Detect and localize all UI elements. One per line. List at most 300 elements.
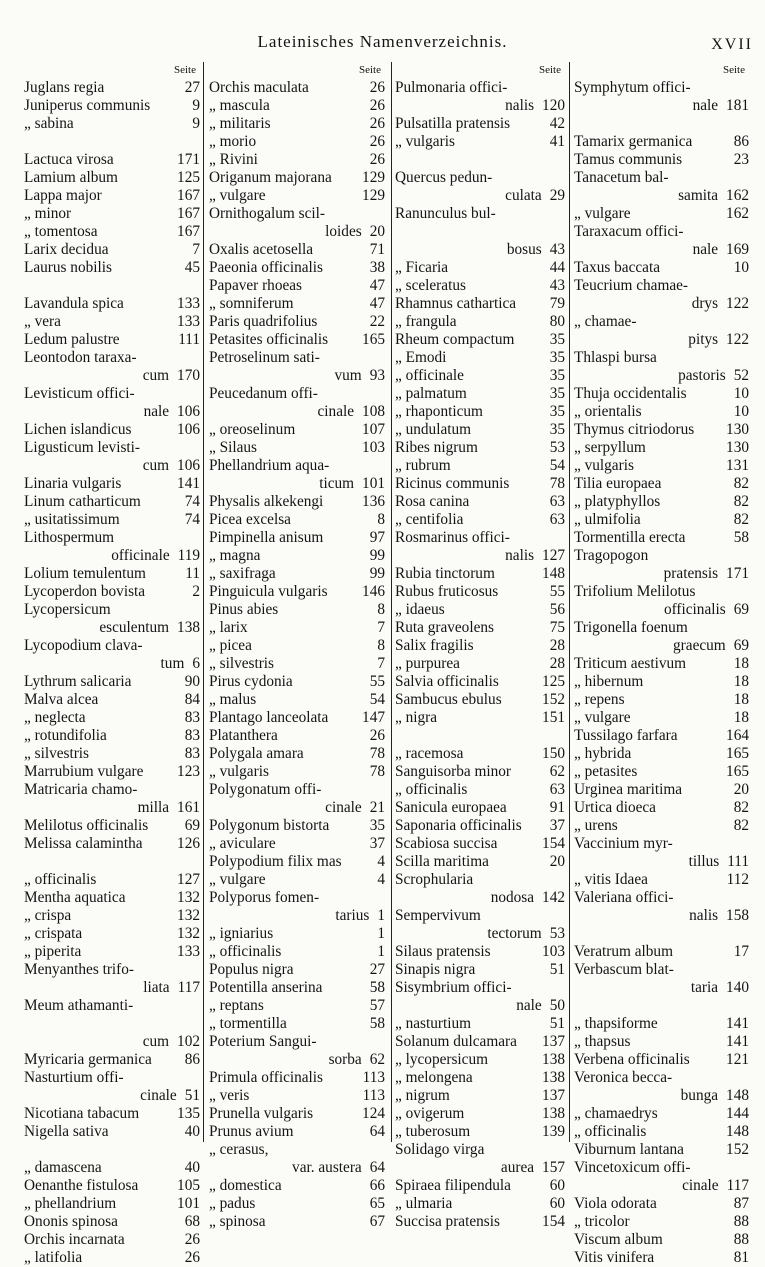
index-entry (24, 835, 200, 853)
index-entry (209, 997, 385, 1015)
index-entry (574, 799, 749, 817)
index-entry (24, 313, 200, 331)
seite-header: Seite (174, 64, 196, 76)
entry-name: Lycoperdon bovista (24, 583, 146, 600)
entry-name: Ononis spinosa (24, 1213, 118, 1230)
entry-name: Marrubium vulgare (24, 763, 144, 780)
entry-name: Juglans regia (24, 79, 105, 96)
index-entry (209, 385, 385, 403)
index-entry (209, 403, 385, 421)
index-entry (24, 889, 200, 907)
entry-page: 138 (542, 1069, 565, 1086)
entry-name: Ligusticum levisti- (24, 439, 140, 456)
entry-name: Rhamnus cathartica (395, 295, 517, 312)
entry-page: 126 (177, 835, 200, 852)
entry-name: Salix fragilis (395, 637, 474, 654)
entry-name: nale (692, 97, 719, 114)
entry-name: „ vulgaris (574, 457, 634, 474)
entry-page: 165 (726, 745, 749, 762)
entry-name: Polyporus fomen- (209, 889, 320, 906)
index-entry (24, 493, 200, 511)
entry-page: 169 (726, 241, 749, 258)
entry-name: „ frangula (395, 313, 457, 330)
entry-page: 90 (184, 673, 200, 690)
entry-name: Rubus fruticosus (395, 583, 499, 600)
index-entry (209, 691, 385, 709)
entry-name: „ larix (209, 619, 248, 636)
entry-name: var. austera (292, 1159, 362, 1176)
index-entry (209, 493, 385, 511)
entry-name: „ urens (574, 817, 618, 834)
entry-name: Origanum majorana (209, 169, 332, 186)
entry-page: 57 (369, 997, 385, 1014)
entry-name: nale (143, 403, 170, 420)
index-entry (574, 637, 749, 655)
entry-name: nale (516, 997, 542, 1014)
entry-page: 132 (177, 889, 200, 906)
letter-gap (24, 133, 200, 151)
entry-page: 113 (362, 1069, 385, 1086)
index-entry (209, 565, 385, 583)
entry-name: tarius (335, 907, 370, 924)
entry-page: 26 (369, 79, 385, 96)
entry-name: Nasturtium offi- (24, 1069, 124, 1086)
entry-name: Taraxacum offici- (574, 223, 684, 240)
index-entry (209, 241, 385, 259)
entry-page: 18 (733, 673, 749, 690)
entry-name: Polygala amara (209, 745, 304, 762)
entry-name: „ melongena (395, 1069, 473, 1086)
entry-name: „ ulmifolia (574, 511, 641, 528)
index-entry (395, 997, 565, 1015)
entry-name: Myricaria germanica (24, 1051, 152, 1068)
entry-name: Verbena officinalis (574, 1051, 690, 1068)
index-entry (395, 565, 565, 583)
index-entry (395, 1177, 565, 1195)
index-entry (24, 1213, 200, 1231)
entry-name: „ centifolia (395, 511, 464, 528)
entry-name: Sinapis nigra (395, 961, 476, 978)
entry-name: Tilia europaea (574, 475, 662, 492)
index-entry (209, 925, 385, 943)
index-entry (574, 1213, 749, 1231)
entry-page: 78 (549, 475, 565, 492)
index-entry (395, 1159, 565, 1177)
index-entry (574, 493, 749, 511)
entry-name: Triticum aestivum (574, 655, 687, 672)
entry-page: 7 (377, 655, 385, 672)
index-entry (209, 457, 385, 475)
entry-page: 7 (192, 241, 200, 258)
index-entry (209, 313, 385, 331)
entry-page: 122 (726, 331, 749, 348)
index-entry (574, 1249, 749, 1267)
index-entry (24, 421, 200, 439)
index-entry (209, 1195, 385, 1213)
entry-page: 129 (362, 187, 385, 204)
entry-name: Pinus abies (209, 601, 279, 618)
index-entry (574, 331, 749, 349)
index-entry (574, 619, 749, 637)
entry-name: culata (505, 187, 542, 204)
entry-page: 1 (377, 925, 385, 942)
entry-name: Solidago virga (395, 1141, 485, 1158)
entry-name: Veronica becca- (574, 1069, 673, 1086)
index-entry (395, 367, 565, 385)
index-entry (574, 583, 749, 601)
entry-name: „ idaeus (395, 601, 445, 618)
index-entry (24, 781, 200, 799)
index-column-1 (24, 61, 200, 1267)
entry-name: Nigella sativa (24, 1123, 109, 1140)
index-column-2 (209, 61, 385, 1231)
index-entry (574, 835, 749, 853)
entry-page: 4 (377, 871, 385, 888)
entry-name: „ picea (209, 637, 252, 654)
entry-page: 137 (542, 1033, 565, 1050)
entry-page: 53 (549, 925, 565, 942)
entry-name: cinale (317, 403, 355, 420)
entry-name: Symphytum offici- (574, 79, 691, 96)
index-entry (574, 889, 749, 907)
index-entry (24, 871, 200, 889)
entry-page: 71 (369, 241, 385, 258)
entry-name: „ magna (209, 547, 261, 564)
index-entry (209, 1105, 385, 1123)
entry-page: 35 (369, 817, 385, 834)
index-entry (24, 331, 200, 349)
index-entry (395, 313, 565, 331)
entry-page: 107 (362, 421, 385, 438)
index-entry (209, 295, 385, 313)
index-entry (24, 97, 200, 115)
entry-page: 56 (549, 601, 565, 618)
index-entry (574, 439, 749, 457)
entry-name: Matricaria chamo- (24, 781, 138, 798)
entry-page: 113 (362, 1087, 385, 1104)
index-entry (574, 1087, 749, 1105)
index-entry (574, 1033, 749, 1051)
index-entry (395, 673, 565, 691)
index-entry (209, 1069, 385, 1087)
index-entry (24, 691, 200, 709)
entry-name: vum (334, 367, 362, 384)
entry-page: 78 (369, 745, 385, 762)
entry-page: 132 (177, 925, 200, 942)
entry-page: 58 (733, 529, 749, 546)
entry-name: Oenanthe fistulosa (24, 1177, 139, 1194)
entry-name: Pulmonaria offici- (395, 79, 508, 96)
entry-page: 10 (733, 385, 749, 402)
index-entry (574, 403, 749, 421)
index-entry (24, 925, 200, 943)
entry-name: Salvia officinalis (395, 673, 499, 690)
entry-page: 167 (177, 187, 200, 204)
entry-page: 123 (177, 763, 200, 780)
entry-name: Polygonatum offi- (209, 781, 322, 798)
entry-page: 20 (369, 223, 385, 240)
entry-name: Sanicula europaea (395, 799, 507, 816)
entry-page: 111 (727, 853, 749, 870)
index-entry (209, 745, 385, 763)
entry-name: „ undulatum (395, 421, 472, 438)
entry-page: 58 (369, 1015, 385, 1032)
index-entry (395, 1087, 565, 1105)
index-entry (209, 709, 385, 727)
index-entry (24, 1105, 200, 1123)
index-entry (395, 169, 565, 187)
entry-page: 26 (369, 115, 385, 132)
index-entry (24, 205, 200, 223)
entry-page: 37 (369, 835, 385, 852)
index-entry (24, 727, 200, 745)
index-entry (395, 601, 565, 619)
entry-name: Oxalis acetosella (209, 241, 314, 258)
seite-header: Seite (539, 64, 561, 76)
entry-page: 44 (549, 259, 565, 276)
entry-name: Ricinus communis (395, 475, 510, 492)
entry-page: 130 (726, 439, 749, 456)
index-entry (209, 781, 385, 799)
index-entry (209, 853, 385, 871)
entry-name: Lappa major (24, 187, 102, 204)
entry-page: 63 (549, 511, 565, 528)
entry-name: Ornithogalum scil- (209, 205, 325, 222)
entry-page: 101 (177, 1195, 200, 1212)
entry-name: cinale (140, 1087, 177, 1104)
entry-name: tectorum (487, 925, 542, 942)
entry-page: 37 (549, 817, 565, 834)
index-entry (395, 1195, 565, 1213)
letter-gap (574, 115, 749, 133)
entry-page: 103 (362, 439, 385, 456)
entry-page: 161 (177, 799, 200, 816)
entry-page: 42 (549, 115, 565, 132)
entry-page: 106 (177, 421, 200, 438)
entry-name: „ officinalis (574, 1123, 647, 1140)
letter-gap (574, 997, 749, 1015)
entry-name: Melissa calamintha (24, 835, 143, 852)
entry-name: Tussilago farfara (574, 727, 678, 744)
entry-page: 83 (184, 727, 200, 744)
entry-page: 78 (369, 763, 385, 780)
entry-page: 28 (549, 637, 565, 654)
entry-name: Papaver rhoeas (209, 277, 303, 294)
index-entry (24, 259, 200, 277)
entry-page: 41 (549, 133, 565, 150)
entry-page: 23 (733, 151, 749, 168)
entry-name: officinalis (663, 601, 726, 618)
entry-name: Lavandula spica (24, 295, 124, 312)
entry-name: Primula officinalis (209, 1069, 324, 1086)
entry-name: Valeriana offici- (574, 889, 674, 906)
letter-gap (24, 1141, 200, 1159)
entry-page: 7 (377, 619, 385, 636)
index-entry (209, 1033, 385, 1051)
entry-page: 74 (184, 493, 200, 510)
index-entry (395, 97, 565, 115)
entry-name: „ tormentilla (209, 1015, 287, 1032)
entry-name: „ saxifraga (209, 565, 276, 582)
entry-page: 38 (369, 259, 385, 276)
index-entry (24, 799, 200, 817)
entry-page: 88 (733, 1213, 749, 1230)
entry-page: 55 (369, 673, 385, 690)
entry-name: Lichen islandicus (24, 421, 132, 438)
entry-page: 148 (542, 565, 565, 582)
entry-name: Tormentilla erecta (574, 529, 686, 546)
entry-name: „ ulmaria (395, 1195, 453, 1212)
index-entry (24, 223, 200, 241)
entry-page: 130 (726, 421, 749, 438)
entry-name: nale (692, 241, 719, 258)
index-entry (209, 259, 385, 277)
entry-name: Teucrium chamae- (574, 277, 689, 294)
index-column-4 (574, 61, 749, 1267)
index-entry (395, 1141, 565, 1159)
entry-page: 22 (369, 313, 385, 330)
index-entry (209, 817, 385, 835)
index-entry (574, 529, 749, 547)
index-entry (574, 1177, 749, 1195)
index-entry (574, 511, 749, 529)
entry-page: 111 (178, 331, 200, 348)
entry-name: „ rotundifolia (24, 727, 107, 744)
index-entry (395, 889, 565, 907)
entry-name: Sanguisorba minor (395, 763, 511, 780)
entry-name: Nicotiana tabacum (24, 1105, 140, 1122)
index-entry (24, 349, 200, 367)
index-entry (209, 79, 385, 97)
entry-name: Rosa canina (395, 493, 470, 510)
index-entry (395, 547, 565, 565)
entry-name: cum (142, 367, 170, 384)
entry-page: 18 (733, 691, 749, 708)
entry-page: 138 (542, 1051, 565, 1068)
entry-name: „ domestica (209, 1177, 282, 1194)
entry-page: 133 (177, 943, 200, 960)
entry-name: Laurus nobilis (24, 259, 112, 276)
entry-name: Menyanthes trifo- (24, 961, 135, 978)
entry-name: loides (325, 223, 362, 240)
entry-page: 83 (184, 709, 200, 726)
entry-page: 127 (177, 871, 200, 888)
entry-name: pitys (688, 331, 719, 348)
index-entry (574, 781, 749, 799)
entry-name: „ Ficaria (395, 259, 449, 276)
entry-name: Sisymbrium offici- (395, 979, 512, 996)
index-entry (574, 655, 749, 673)
entry-page: 141 (177, 475, 200, 492)
entry-page: 69 (184, 817, 200, 834)
entry-page: 60 (549, 1195, 565, 1212)
index-entry (209, 979, 385, 997)
index-entry (24, 1249, 200, 1267)
entry-name: Levisticum offici- (24, 385, 135, 402)
entry-name: „ Rivini (209, 151, 258, 168)
entry-page: 69 (733, 601, 749, 618)
entry-name: Juniperus communis (24, 97, 151, 114)
entry-page: 64 (369, 1123, 385, 1140)
index-entry (574, 871, 749, 889)
index-entry (395, 1051, 565, 1069)
index-entry (209, 835, 385, 853)
entry-page: 165 (362, 331, 385, 348)
entry-name: „ vulgare (574, 709, 631, 726)
letter-gap (395, 223, 565, 241)
entry-page: 141 (726, 1015, 749, 1032)
entry-name: pratensis (663, 565, 719, 582)
index-entry (395, 1033, 565, 1051)
entry-name: Thlaspi bursa (574, 349, 657, 366)
entry-page: 1 (377, 907, 385, 924)
entry-page: 158 (726, 907, 749, 924)
entry-page: 47 (369, 277, 385, 294)
entry-name: Potentilla anserina (209, 979, 323, 996)
entry-name: Phellandrium aqua- (209, 457, 330, 474)
index-entry (209, 349, 385, 367)
entry-name: Pulsatilla pratensis (395, 115, 511, 132)
entry-page: 102 (177, 1033, 200, 1050)
entry-page: 18 (733, 709, 749, 726)
entry-page: 129 (362, 169, 385, 186)
entry-page: 181 (726, 97, 749, 114)
index-entry (574, 1015, 749, 1033)
entry-name: „ nigra (395, 709, 438, 726)
entry-name: sorba (328, 1051, 362, 1068)
entry-name: Thuja occidentalis (574, 385, 687, 402)
index-entry (574, 853, 749, 871)
index-entry (574, 907, 749, 925)
index-entry (395, 511, 565, 529)
entry-name: „ racemosa (395, 745, 464, 762)
index-entry (574, 1105, 749, 1123)
entry-name: „ cerasus, (209, 1141, 269, 1158)
entry-page: 152 (726, 1141, 749, 1158)
entry-name: „ chamae- (574, 313, 637, 330)
index-entry (24, 1087, 200, 1105)
entry-page: 133 (177, 295, 200, 312)
entry-page: 50 (549, 997, 565, 1014)
entry-page: 54 (369, 691, 385, 708)
entry-page: 136 (362, 493, 385, 510)
entry-page: 151 (542, 709, 565, 726)
entry-page: 82 (733, 475, 749, 492)
entry-name: Linaria vulgaris (24, 475, 122, 492)
index-entry (209, 601, 385, 619)
entry-page: 120 (542, 97, 565, 114)
entry-name: „ nigrum (395, 1087, 450, 1104)
index-entry (24, 583, 200, 601)
index-entry (574, 1195, 749, 1213)
index-entry (24, 1051, 200, 1069)
entry-name: „ chamaedrys (574, 1105, 658, 1122)
entry-name: Prunus avium (209, 1123, 294, 1140)
index-entry (24, 169, 200, 187)
entry-page: 51 (549, 961, 565, 978)
index-entry (395, 475, 565, 493)
entry-name: „ lycopersicum (395, 1051, 489, 1068)
letter-gap (395, 151, 565, 169)
entry-name: „ silvestris (209, 655, 275, 672)
seite-header: Seite (723, 64, 745, 76)
entry-page: 8 (377, 511, 385, 528)
entry-name: „ serpyllum (574, 439, 646, 456)
index-entry (395, 1213, 565, 1231)
index-entry (209, 655, 385, 673)
index-entry (24, 367, 200, 385)
entry-page: 35 (549, 385, 565, 402)
